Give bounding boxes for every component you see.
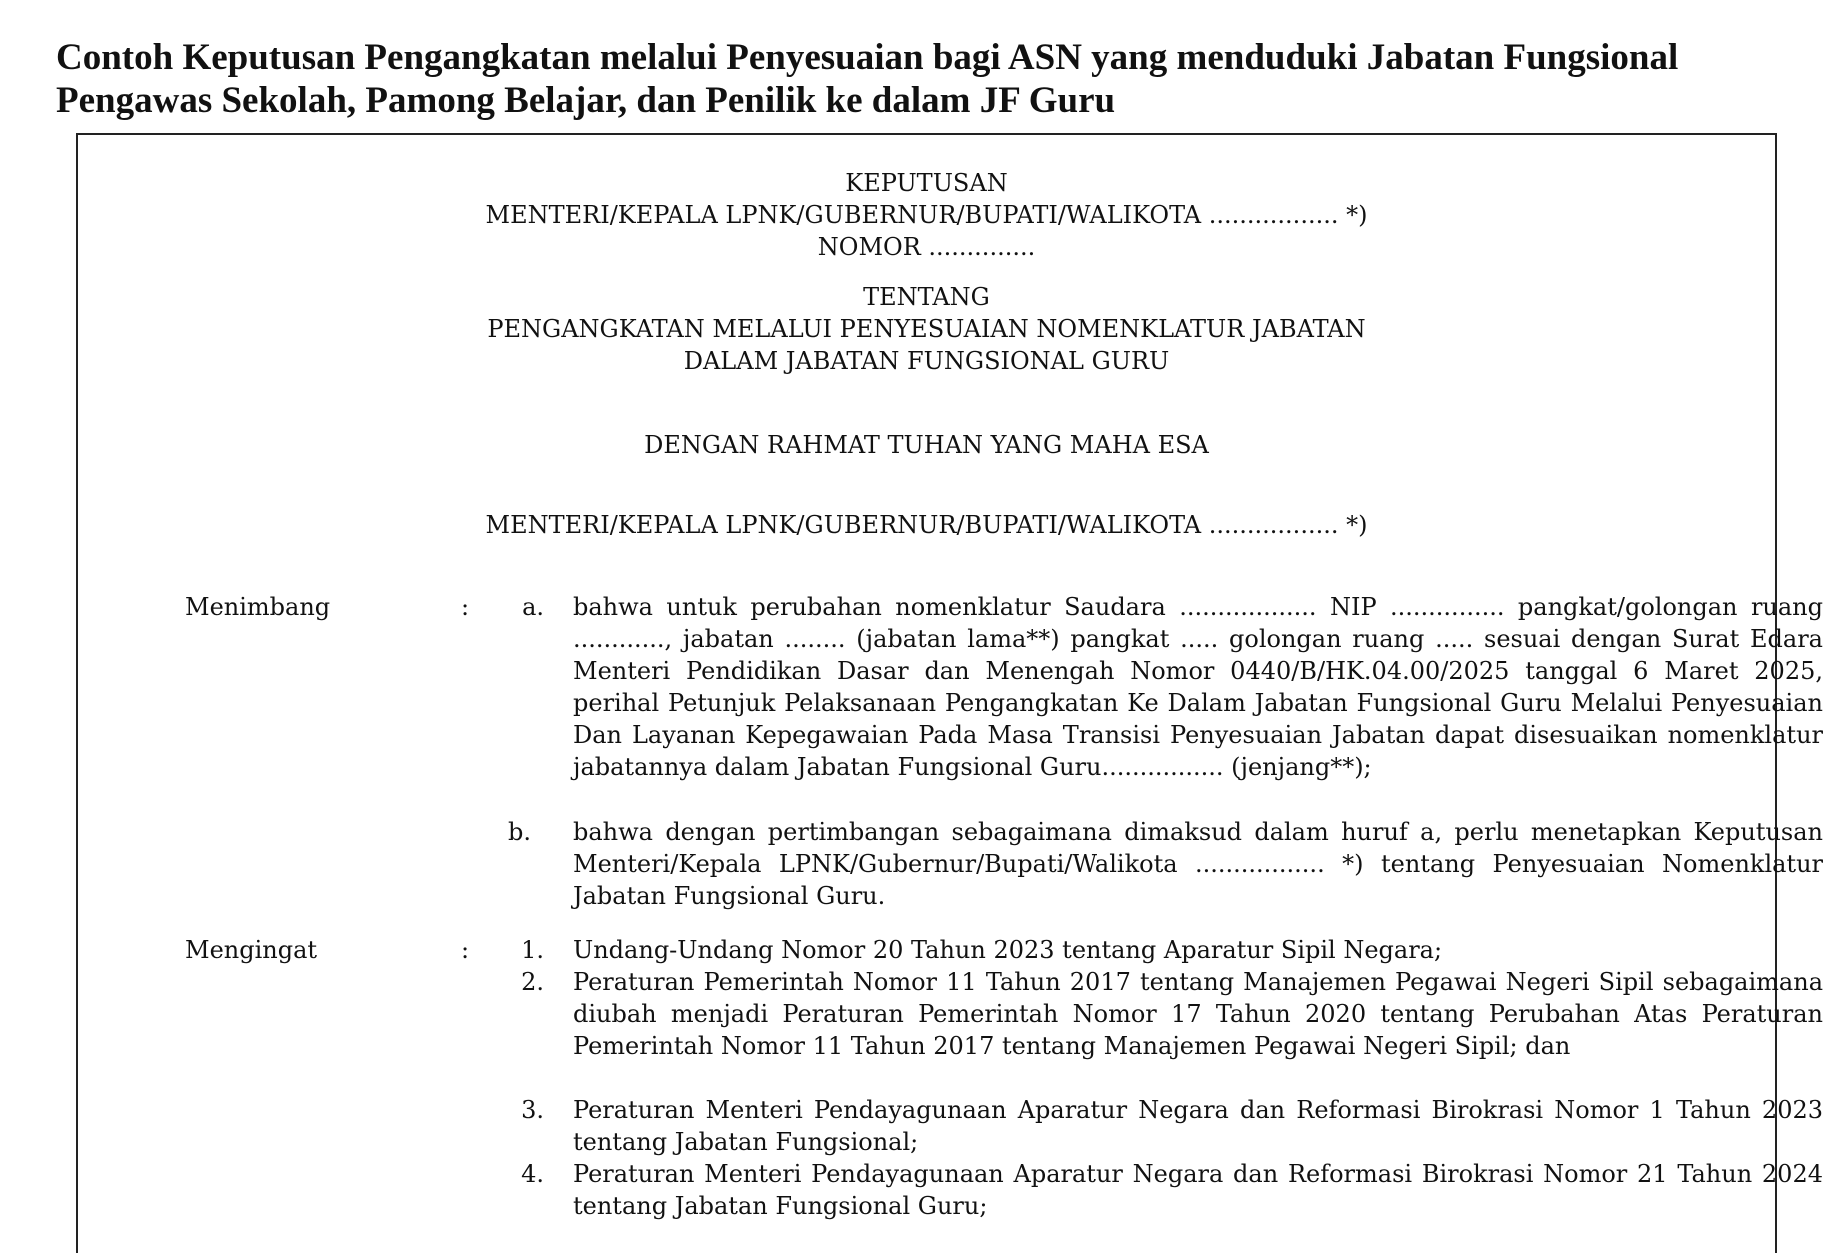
menimbang-marker-a: a. bbox=[522, 593, 544, 621]
decree-type: KEPUTUSAN bbox=[845, 169, 1008, 197]
mengingat-label: Mengingat bbox=[185, 936, 318, 964]
decree-blessing: DENGAN RAHMAT TUHAN YANG MAHA ESA bbox=[644, 431, 1209, 459]
mengingat-marker-4: 4. bbox=[521, 1160, 544, 1188]
menimbang-label: Menimbang bbox=[185, 593, 331, 621]
menimbang-item-a: bahwa untuk perubahan nomenklatur Saudara .................. NIP ............... pangkat/golongan ruang ............, jabatan ........ (jabatan lama**) pangkat ..... golongan ruang ..... sesuai dengan Surat Edara Menteri Pendidikan Dasar dan Menengah Nomor 0440/B/HK.04.00/2025 tanggal 6 Maret 2025, perihal Petunjuk Pelaksanaan Pengangkatan Ke Dalam Jabatan Fungsional Guru Melalui Penyesuaian Dan Layanan Kepegawaian Pada Masa Transisi Penyesuaian Jabatan dapat disesuaikan nomenklatur jabatannya dalam Jabatan Fungsional Guru................ (jenjang**); bbox=[573, 593, 1823, 781]
decree-subject-line-1: PENGANGKATAN MELALUI PENYESUAIAN NOMENKLATUR JABATAN bbox=[487, 315, 1366, 343]
mengingat-marker-3: 3. bbox=[521, 1096, 544, 1124]
decree-about: TENTANG bbox=[863, 283, 990, 311]
menimbang-colon: : bbox=[461, 593, 470, 621]
menimbang-item-b: bahwa dengan pertimbangan sebagaimana dimaksud dalam huruf a, perlu menetapkan Keputusan Menteri/Kepala LPNK/Gubernur/Bupati/Walikota ................. *) tentang Penyesuaian Nomenklatur Jabatan Fungsional Guru. bbox=[573, 818, 1823, 910]
mengingat-item-2: Peraturan Pemerintah Nomor 11 Tahun 2017 tentang Manajemen Pegawai Negeri Sipil sebagaimana diubah menjadi Peraturan Pemerintah Nomor 17 Tahun 2020 tentang Perubahan Atas Peraturan Pemerintah Nomor 11 Tahun 2017 tentang Manajemen Pegawai Negeri Sipil; dan bbox=[573, 968, 1823, 1060]
decree-issuer-repeat: MENTERI/KEPALA LPNK/GUBERNUR/BUPATI/WALIKOTA ................. *) bbox=[485, 511, 1368, 539]
document-heading bbox=[56, 36, 1796, 122]
decree-issuer: MENTERI/KEPALA LPNK/GUBERNUR/BUPATI/WALIKOTA ................. *) bbox=[485, 201, 1368, 229]
mengingat-item-1: Undang-Undang Nomor 20 Tahun 2023 tentang Aparatur Sipil Negara; bbox=[573, 936, 1443, 964]
mengingat-item-4: Peraturan Menteri Pendayagunaan Aparatur Negara dan Reformasi Birokrasi Nomor 21 Tahun 2024 tentang Jabatan Fungsional Guru; bbox=[573, 1160, 1823, 1220]
mengingat-marker-2: 2. bbox=[521, 968, 544, 996]
decree-frame bbox=[76, 133, 1823, 1253]
mengingat-colon: : bbox=[461, 936, 470, 964]
heading-line-1: Contoh Keputusan Pengangkatan melalui Penyesuaian bagi ASN yang menduduki Jabatan Fungsional bbox=[56, 37, 1679, 78]
mengingat-marker-1: 1. bbox=[521, 936, 544, 964]
decree-number: NOMOR .............. bbox=[817, 233, 1036, 261]
menimbang-marker-b: b. bbox=[508, 818, 531, 846]
decree-subject-line-2: DALAM JABATAN FUNGSIONAL GURU bbox=[683, 347, 1170, 375]
heading-line-2: Pengawas Sekolah, Pamong Belajar, dan Penilik ke dalam JF Guru bbox=[56, 80, 1116, 121]
mengingat-item-3: Peraturan Menteri Pendayagunaan Aparatur Negara dan Reformasi Birokrasi Nomor 1 Tahun 2023 tentang Jabatan Fungsional; bbox=[573, 1096, 1823, 1156]
